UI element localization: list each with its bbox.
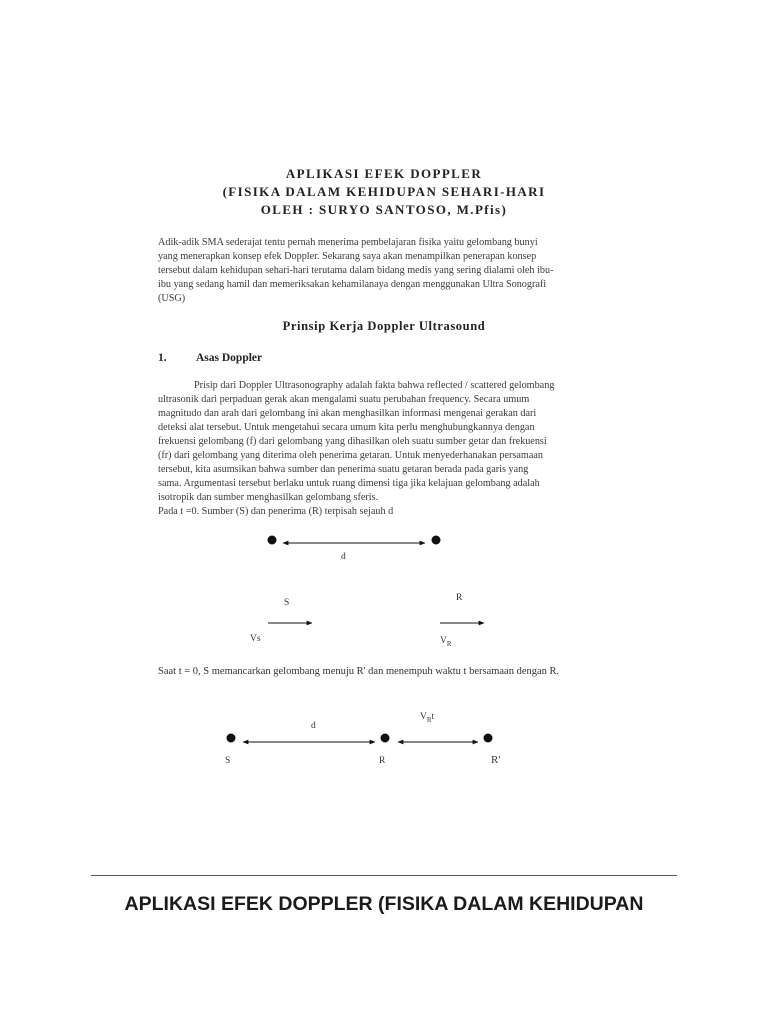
- body-paragraph: [158, 379, 610, 519]
- distance-label-2: d: [311, 721, 316, 731]
- page-divider: [91, 875, 677, 876]
- distance-label: d: [341, 552, 346, 562]
- intro-paragraph: [158, 236, 610, 306]
- document-title-line-3: OLEH : SURYO SANTOSO, M.Pfis): [260, 202, 508, 217]
- subsection-number: 1.: [158, 352, 167, 364]
- receiver-label: R: [456, 593, 463, 603]
- body-line: magnitudo dan arah dari gelombang ini akan menghasilkan informasi mengenai gerakan dari: [158, 408, 537, 419]
- footer-title: APLIKASI EFEK DOPPLER (FISIKA DALAM KEHIDUPAN: [124, 893, 644, 915]
- intro-line: Adik-adik SMA sederajat tentu pernah menerima pembelajaran fisika yaitu gelombang bunyi: [158, 237, 538, 248]
- intro-line: (USG): [158, 293, 186, 304]
- document-title-line-2: (FISIKA DALAM KEHIDUPAN SEHARI-HARI: [222, 184, 546, 199]
- subsection-title: Asas Doppler: [196, 352, 263, 364]
- body-line: Prisip dari Doppler Ultrasonography adalah fakta bahwa reflected / scattered gelombang: [194, 380, 555, 391]
- point-r-prime-dot: [484, 734, 493, 743]
- point-s-dot: [227, 734, 236, 743]
- body-line: isotropik dan sumber menghasilkan gelombang sferis.: [158, 492, 379, 503]
- wave-sentence: Saat t = 0, S memancarkan gelombang menuju R' dan menempuh waktu t bersamaan dengan R.: [158, 666, 560, 677]
- point-r-label: R: [379, 756, 386, 766]
- section-title: Prinsip Kerja Doppler Ultrasound: [282, 319, 486, 333]
- vrt-label: $V_Rt$: [420, 712, 435, 724]
- t0-line: Pada t =0. Sumber (S) dan penerima (R) terpisah sejauh d: [158, 506, 394, 517]
- source-label: S: [284, 598, 290, 608]
- intro-line: yang menerapkan konsep efek Doppler. Sekarang saya akan menampilkan penerapan konsep: [158, 251, 537, 262]
- body-line: tersebut, kita asumsikan bahwa sumber dan penerima suatu getaran berada pada garis yang: [158, 464, 529, 475]
- point-s-label: S: [225, 756, 231, 766]
- intro-line: ibu yang sedang hamil dan memeriksakan kehamilanaya dengan menggunakan Ultra Sonografi: [158, 279, 547, 290]
- document-title-line-1: APLIKASI EFEK DOPPLER: [285, 166, 483, 181]
- body-line: ultrasonik dari perpaduan gerak akan mengalami suatu perubahan frequency. Secara umum: [158, 394, 530, 405]
- body-line: deteksi alat tersebut. Untuk mengetahui secara umum kita perlu menghubungkannya dengan: [158, 422, 535, 433]
- point-r-prime-label: R': [491, 754, 501, 766]
- body-line: sama. Argumentasi tersebut berlaku untuk ruang dimensi tiga jika kelajuan gelombang adalah: [158, 478, 540, 489]
- source-dot: [268, 536, 277, 545]
- body-line: (fr) dari gelombang yang diterima oleh penerima getaran. Untuk menyederhanakan persamaan: [158, 450, 543, 461]
- intro-line: tersebut dalam kehidupan sehari-hari terutama dalam bidang medis yang sering dialami oleh ibu-: [158, 265, 554, 276]
- source-velocity-label: Vs: [250, 634, 261, 644]
- body-line: frekuensi gelombang (f) dari gelombang yang dihasilkan oleh suatu sumber getar dan frekuensi: [158, 436, 547, 447]
- receiver-velocity-label: $V_R$: [440, 636, 452, 648]
- point-r-dot: [381, 734, 390, 743]
- receiver-dot: [432, 536, 441, 545]
